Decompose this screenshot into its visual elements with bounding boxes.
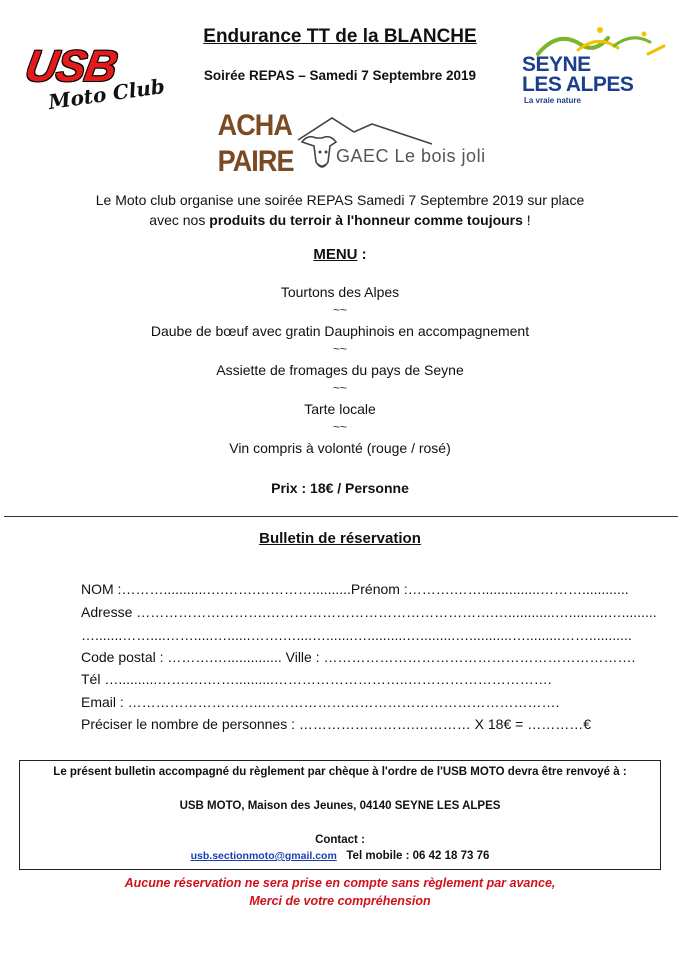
seyne-logo-line1: SEYNE <box>522 53 591 76</box>
phone-number: Tel mobile : 06 42 18 73 76 <box>346 850 490 862</box>
menu-item: Tourtons des Alpes <box>280 284 400 300</box>
form-name-line: NOM :………...........….…….…………..........Prénom :……….……...............………............ <box>81 581 629 597</box>
postal-address: USB MOTO, Maison des Jeunes, 04140 SEYNE LES ALPES <box>179 800 501 812</box>
form-people-count-line: Préciser le nombre de personnes : …………………….………… X 18€ = …………€ <box>81 716 591 732</box>
intro-line-1: Le Moto club organise une soirée REPAS Samedi 7 Septembre 2019 sur place <box>95 192 585 208</box>
page-title: Endurance TT de la BLANCHE <box>203 26 477 47</box>
menu-item: Assiette de fromages du pays de Seyne <box>216 362 464 378</box>
usb-logo-subtext: Moto Club <box>46 73 167 115</box>
menu-heading-colon: : <box>357 246 367 263</box>
menu-item: Daube de bœuf avec gratin Dauphinois en accompagnement <box>150 323 530 339</box>
menu-separator: ~~ <box>332 381 347 395</box>
intro-text-end: ! <box>522 212 531 228</box>
menu-separator: ~~ <box>332 303 347 317</box>
acha-logo-line2: PAIRE <box>217 145 294 178</box>
seyne-logo-tagline: La vraie nature <box>524 96 581 105</box>
seyne-les-alpes-logo <box>518 24 668 106</box>
menu-item: Tarte locale <box>304 401 376 417</box>
intro-line-2 <box>60 210 620 230</box>
menu-item: Vin compris à volonté (rouge / rosé) <box>229 440 451 456</box>
contact-label: Contact : <box>315 834 365 846</box>
price: Prix : 18€ / Personne <box>271 480 409 496</box>
form-email-line: Email : ………………………..………………………………………………………. <box>81 694 560 710</box>
warning-line-1: Aucune réservation ne sera prise en compte sans règlement par avance, <box>124 876 556 890</box>
menu-heading <box>200 246 480 263</box>
acha-logo-line1: ACHA <box>217 109 293 142</box>
intro-paragraph <box>60 190 620 230</box>
usb-logo-text: USB <box>21 42 121 91</box>
gaec-logo-text: GAEC Le bois joli <box>336 146 486 166</box>
intro-bold-text: produits du terroir à l'honneur comme toujours <box>209 212 523 228</box>
page-subtitle: Soirée REPAS – Samedi 7 Septembre 2019 <box>203 68 477 83</box>
form-heading: Bulletin de réservation <box>259 530 421 547</box>
form-address-line: Adresse ……………………….………………………………………….…............…..........…......... <box>81 604 657 620</box>
menu-separator: ~~ <box>332 342 347 356</box>
usb-moto-club-logo <box>18 40 178 115</box>
instructions-text: Le présent bulletin accompagné du règlement par chèque à l'ordre de l'USB MOTO devra être renvoyé à : <box>53 766 627 778</box>
email-link[interactable]: usb.sectionmoto@gmail.com <box>190 850 337 862</box>
menu-separator: ~~ <box>332 420 347 434</box>
seyne-logo-line2: LES ALPES <box>522 73 634 96</box>
form-phone-line: Tél …..........…….….……..........………………………..…………………………. <box>81 671 552 687</box>
acha-paire-logo <box>214 106 294 182</box>
gaec-le-bois-joli-logo <box>292 110 512 180</box>
warning-line-2: Merci de votre compréhension <box>249 894 431 908</box>
form-address-line-2: ….......……....…….....…......…….…....….......…..........….........…...........….........……........... <box>81 627 632 643</box>
contact-details <box>19 850 661 862</box>
cow-mountain-icon <box>292 110 512 180</box>
intro-text: avec nos <box>149 212 210 228</box>
menu-heading-label: MENU <box>313 246 358 263</box>
form-postal-city-line: Code postal : ……….….............. Ville : …………………………………………………………. <box>81 649 636 665</box>
divider <box>4 516 678 517</box>
